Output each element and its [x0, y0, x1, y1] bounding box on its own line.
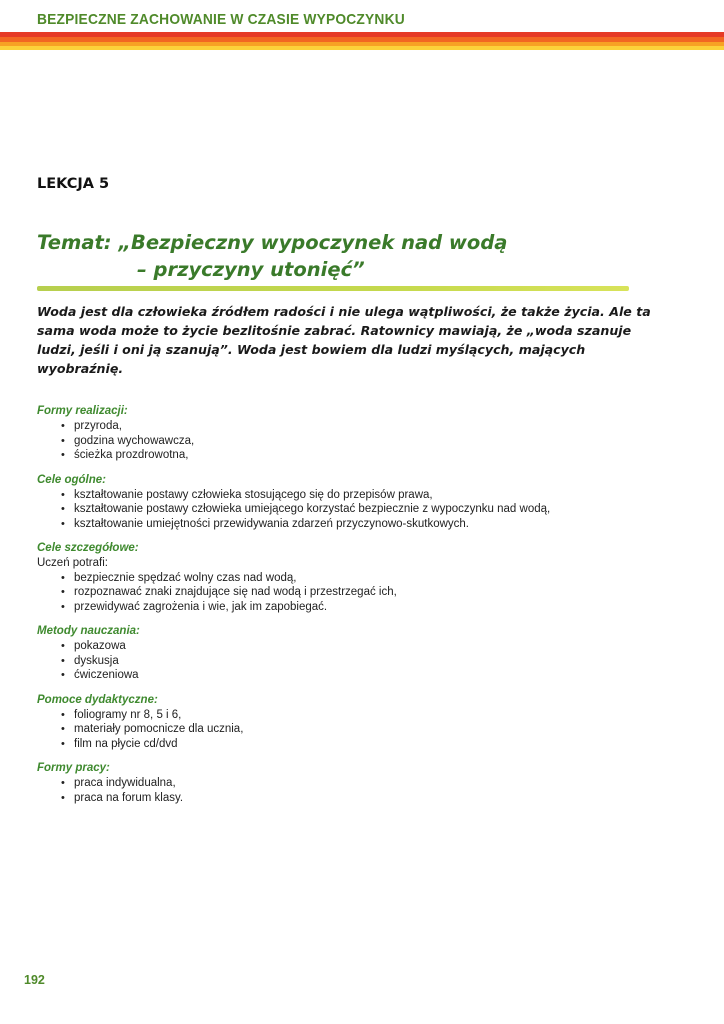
bullet-icon: •: [61, 571, 65, 584]
bullet-list: [37, 488, 677, 532]
list-item: [61, 517, 677, 532]
bullet-icon: •: [61, 654, 65, 667]
bullet-icon: •: [61, 503, 65, 515]
list-item-text: praca indywidualna,: [74, 777, 176, 789]
list-item-text: kształtowanie postawy człowieka umiejącego korzystać bezpiecznie z wypoczynku nad wodą,: [74, 503, 551, 515]
section-forms: [37, 404, 677, 463]
list-item: [61, 776, 677, 791]
bullet-list: [37, 708, 677, 752]
bullet-icon: •: [61, 517, 65, 530]
bullet-icon: •: [61, 640, 65, 652]
bullet-icon: •: [61, 723, 65, 735]
list-item: [61, 585, 677, 600]
list-item-text: materiały pomocnicze dla ucznia,: [74, 723, 244, 735]
bullet-icon: •: [61, 449, 65, 461]
list-item-text: kształtowanie postawy człowieka stosującego się do przepisów prawa,: [74, 488, 433, 501]
list-item-text: foliogramy nr 8, 5 i 6,: [74, 708, 182, 721]
bullet-icon: •: [61, 737, 65, 750]
list-item: [61, 722, 677, 737]
section-title: Metody nauczania:: [37, 625, 140, 637]
list-item-text: ćwiczeniowa: [74, 669, 139, 681]
list-item-text: przewidywać zagrożenia i wie, jak im zapobiegać.: [74, 600, 328, 613]
list-item-text: przyroda,: [74, 420, 122, 432]
bullet-icon: •: [61, 708, 65, 721]
list-item: [61, 434, 677, 449]
list-item: [61, 708, 677, 723]
section-title: Formy pracy:: [37, 762, 110, 774]
bullet-list: [37, 419, 677, 463]
list-item: [61, 791, 677, 806]
list-item-text: kształtowanie umiejętności przewidywania zdarzeń przyczynowo-skutkowych.: [74, 517, 469, 530]
section-methods: [37, 624, 677, 683]
list-item: [61, 448, 677, 463]
section-general-goals: [37, 473, 677, 532]
section-title: Formy realizacji:: [37, 405, 128, 417]
lesson-topic: [37, 229, 657, 283]
topic-line-2: – przyczyny utonięć”: [137, 258, 365, 281]
running-header: BEZPIECZNE ZACHOWANIE W CZASIE WYPOCZYNKU: [37, 11, 405, 28]
bullet-icon: •: [61, 777, 65, 789]
list-item-text: bezpiecznie spędzać wolny czas nad wodą,: [74, 571, 297, 584]
section-title: Cele szczegółowe:: [37, 542, 139, 554]
bullet-list: [37, 639, 677, 683]
section-specific-goals: [37, 541, 677, 614]
list-item: [61, 737, 677, 752]
list-item-text: praca na forum klasy.: [74, 791, 184, 804]
bullet-icon: •: [61, 488, 65, 501]
list-item-text: rozpoznawać znaki znajdujące się nad wodą i przestrzegać ich,: [74, 586, 397, 598]
bullet-icon: •: [61, 669, 65, 681]
lesson-sections: [37, 404, 677, 815]
list-item-text: godzina wychowawcza,: [74, 434, 195, 447]
list-item-text: film na płycie cd/dvd: [74, 737, 178, 750]
intro-paragraph: Woda jest dla człowieka źródłem radości i nie ulega wątpliwości, że także życia. Ale ta sama woda może to życie bezlitośnie zabrać. Ratownicy mawiają, że „woda szanuje ludzi, jeśli i oni ją szanują”. Woda jest bowiem dla ludzi myślących, mających wyobraźnię.: [37, 304, 651, 376]
list-item-text: dyskusja: [74, 654, 119, 667]
section-intro: Uczeń potrafi:: [37, 557, 108, 569]
topic-underline: [37, 286, 629, 291]
list-item: [61, 668, 677, 683]
bullet-icon: •: [61, 586, 65, 598]
bullet-list: [37, 776, 677, 805]
list-item: [61, 502, 677, 517]
section-work-forms: [37, 761, 677, 805]
list-item: [61, 600, 677, 615]
bullet-icon: •: [61, 600, 65, 613]
topic-line-1: Temat: „Bezpieczny wypoczynek nad wodą: [37, 231, 508, 254]
bullet-list: [37, 571, 677, 615]
list-item: [61, 571, 677, 586]
bullet-icon: •: [61, 791, 65, 804]
bullet-icon: •: [61, 420, 65, 432]
list-item-text: pokazowa: [74, 640, 126, 652]
list-item-text: ścieżka prozdrowotna,: [74, 449, 189, 461]
header-stripe-yellow: [0, 46, 724, 50]
list-item: [61, 488, 677, 503]
list-item: [61, 639, 677, 654]
page-number: 192: [24, 973, 45, 987]
bullet-icon: •: [61, 434, 65, 447]
section-title: Pomoce dydaktyczne:: [37, 693, 158, 706]
lesson-label: LEKCJA 5: [37, 176, 110, 192]
section-title: Cele ogólne:: [37, 473, 107, 486]
list-item: [61, 419, 677, 434]
section-aids: [37, 693, 677, 752]
list-item: [61, 654, 677, 669]
